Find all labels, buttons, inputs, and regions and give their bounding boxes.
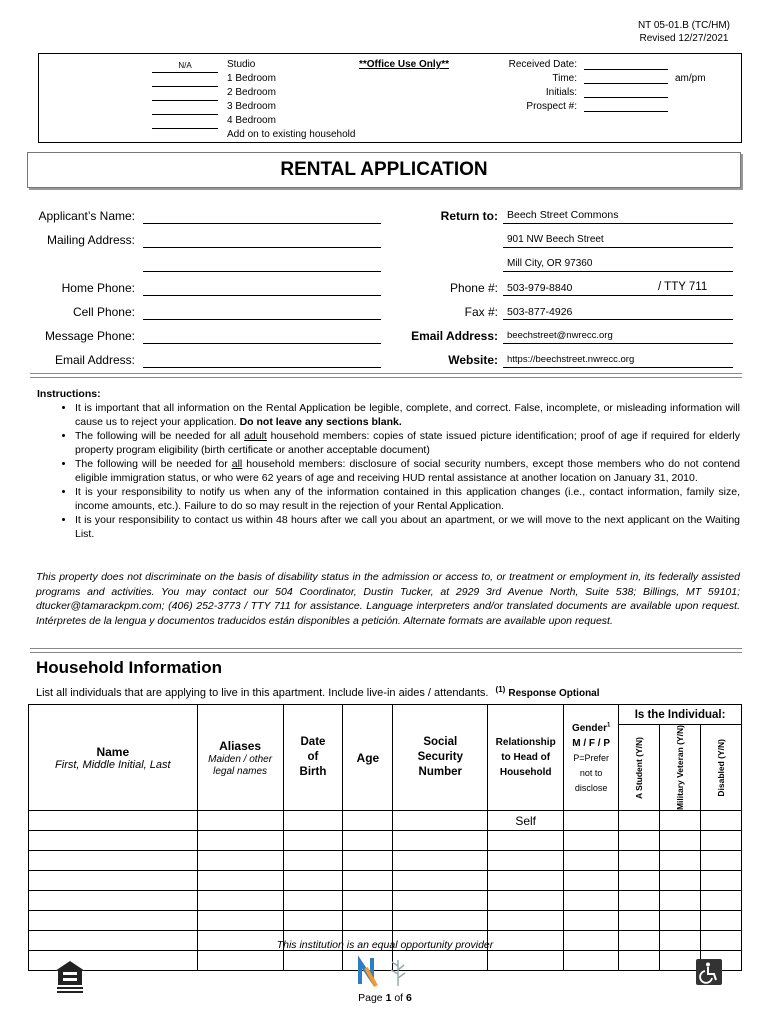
bedroom-field-3[interactable] xyxy=(152,102,218,115)
col-veteran-header: Military Veteran (Y/N) xyxy=(660,725,701,811)
return-email[interactable]: beechstreet@nwrecc.org xyxy=(507,330,613,341)
return-phone: 503-979-8840 xyxy=(507,282,573,294)
return-address1: 901 NW Beech Street xyxy=(507,234,604,245)
bedroom-field-addon[interactable] xyxy=(152,130,218,143)
bedroom-field-studio[interactable]: N/A xyxy=(152,60,218,73)
bedroom-label-studio: Studio xyxy=(227,59,256,70)
cell-phone-label: Cell Phone: xyxy=(72,305,135,319)
organization-logo xyxy=(356,954,414,988)
applicant-name-label: Applicant’s Name: xyxy=(38,209,135,223)
return-address2: Mill City, OR 97360 xyxy=(507,258,593,269)
section-divider xyxy=(30,373,742,378)
cell-phone-field[interactable] xyxy=(143,305,381,320)
self-cell: Self xyxy=(488,811,564,831)
table-row xyxy=(29,891,742,911)
return-website[interactable]: https://beechstreet.nwrecc.org xyxy=(507,354,635,365)
form-header xyxy=(638,19,730,45)
is-individual-header: Is the Individual: xyxy=(619,705,742,725)
office-box xyxy=(38,53,742,143)
nondiscrimination-statement: This property does not discriminate on the basis of disability status in the admission or access to, or treatment or employment in, its federally assisted programs and activities. You may contact our 504 Coordinator, Dustin Tucker, at 2929 3rd Avenue North, Suite 538; Billings, MT 59101; dtucker@tamarackpm.com; (406) 252-3773 / TTY 711 for assistance. Language interpreters and/or translated documents are available upon request. Intérpretes de la lengua y documentos traducidos están disponibles a petición. Alternate formats are available upon request. xyxy=(36,571,740,627)
col-gender-header: Gender$^1$ M / F / P P=Prefer not to disclose xyxy=(564,705,619,811)
received-date-field[interactable] xyxy=(584,59,668,70)
page-number: Page 1 of 6 xyxy=(358,992,412,1004)
return-to-label: Return to: xyxy=(440,209,498,223)
col-ssn-header: Social Security Number xyxy=(393,705,488,811)
time-field[interactable] xyxy=(584,73,668,84)
bedroom-field-1[interactable] xyxy=(152,74,218,87)
accessibility-icon xyxy=(696,959,722,985)
email-address-label: Email Address: xyxy=(54,353,135,367)
col-student-header: A Student (Y/N) xyxy=(619,725,660,811)
bedroom-label-1: 1 Bedroom xyxy=(227,73,276,84)
initials-field[interactable] xyxy=(584,87,668,98)
mailing-address-field-2[interactable] xyxy=(143,257,381,272)
eop-statement: This institution is an equal opportunity provider xyxy=(276,939,494,951)
instructions-heading: Instructions: xyxy=(37,388,101,400)
equal-housing-logo xyxy=(52,958,88,994)
mailing-address-field-1[interactable] xyxy=(143,233,381,248)
home-phone-field[interactable] xyxy=(143,281,381,296)
ampm-label: am/pm xyxy=(675,73,706,84)
household-subtext: List all individuals that are applying to live in this apartment. Include live-in aides / attendants. $^{(1)}$ Response Optional xyxy=(36,685,600,699)
col-age-header: Age xyxy=(343,705,393,811)
table-row xyxy=(29,811,742,831)
bedroom-field-2[interactable] xyxy=(152,88,218,101)
message-phone-label: Message Phone: xyxy=(44,329,135,343)
bedroom-field-4[interactable] xyxy=(152,116,218,129)
mailing-address-label: Mailing Address: xyxy=(46,233,135,247)
email-address-field[interactable] xyxy=(143,353,381,368)
col-relationship-header: Relationship to Head of Household xyxy=(488,705,564,811)
instruction-item: • The following will be needed for all household members: disclosure of social security numbers, except those members who do not contend eligible immigration status, or who were 62 years of age and receiving HUD rental assistance at another location on January 31, 2010. xyxy=(75,457,740,485)
home-phone-label: Home Phone: xyxy=(61,281,135,295)
col-dob-header: Date of Birth xyxy=(283,705,343,811)
table-row xyxy=(29,871,742,891)
instruction-item: • It is your responsibility to contact us within 48 hours after we call you about an apartment, or we will move to the next applicant on the Waiting List. xyxy=(75,513,740,541)
col-disabled-header: Disabled (Y/N) xyxy=(700,725,741,811)
revised-date: Revised 12/27/2021 xyxy=(639,33,729,44)
instruction-item: • It is your responsibility to notify us when any of the information contained in this application changes (i.e., contact information, family size, income amounts, etc.). Failure to do so may result in the rejection of your Rental Application. xyxy=(75,485,740,513)
prospect-field[interactable] xyxy=(584,101,668,112)
table-row xyxy=(29,831,742,851)
message-phone-field[interactable] xyxy=(143,329,381,344)
initials-label: Initials: xyxy=(545,87,577,98)
response-optional: Response Optional xyxy=(508,688,600,699)
col-name-header: Name First, Middle Initial, Last xyxy=(29,705,198,811)
bedroom-label-2: 2 Bedroom xyxy=(227,87,276,98)
return-name: Beech Street Commons xyxy=(507,209,619,221)
bedroom-label-3: 3 Bedroom xyxy=(227,101,276,112)
section-divider xyxy=(30,648,742,653)
bedroom-label-4: 4 Bedroom xyxy=(227,115,276,126)
phone-label: Phone #: xyxy=(449,281,498,295)
page-title: RENTAL APPLICATION xyxy=(27,152,741,188)
table-row xyxy=(29,851,742,871)
website-label: Website: xyxy=(448,353,498,367)
return-email-label: Email Address: xyxy=(411,329,498,343)
table-row xyxy=(29,911,742,931)
col-aliases-header: Aliases Maiden / other legal names xyxy=(197,705,283,811)
prospect-label: Prospect #: xyxy=(526,101,577,112)
instructions-list xyxy=(37,401,740,541)
received-date-label: Received Date: xyxy=(508,59,577,70)
form-id: NT 05-01.B (TC/HM) xyxy=(637,20,730,31)
instruction-item: • It is important that all information on the Rental Application be legible, complete, and correct. False, incomplete, or misleading information will cause us to reject your application. Do not leave any sections blank. xyxy=(75,401,740,429)
bedroom-label-addon: Add on to existing household xyxy=(227,129,356,140)
time-label: Time: xyxy=(552,73,577,84)
instructions xyxy=(37,387,740,541)
household-table xyxy=(28,704,742,971)
return-tty: / TTY 711 xyxy=(658,281,708,293)
office-use-label: **Office Use Only** xyxy=(359,59,450,70)
return-fax: 503-877-4926 xyxy=(507,306,573,318)
household-heading: Household Information xyxy=(36,658,223,677)
applicant-name-field[interactable] xyxy=(143,209,381,224)
instruction-item: • The following will be needed for all adult household members: copies of state issued picture identification; proof of age if required for elderly property program eligibility (birth certificate or another acceptable document) xyxy=(75,429,740,457)
fax-label: Fax #: xyxy=(464,305,498,319)
